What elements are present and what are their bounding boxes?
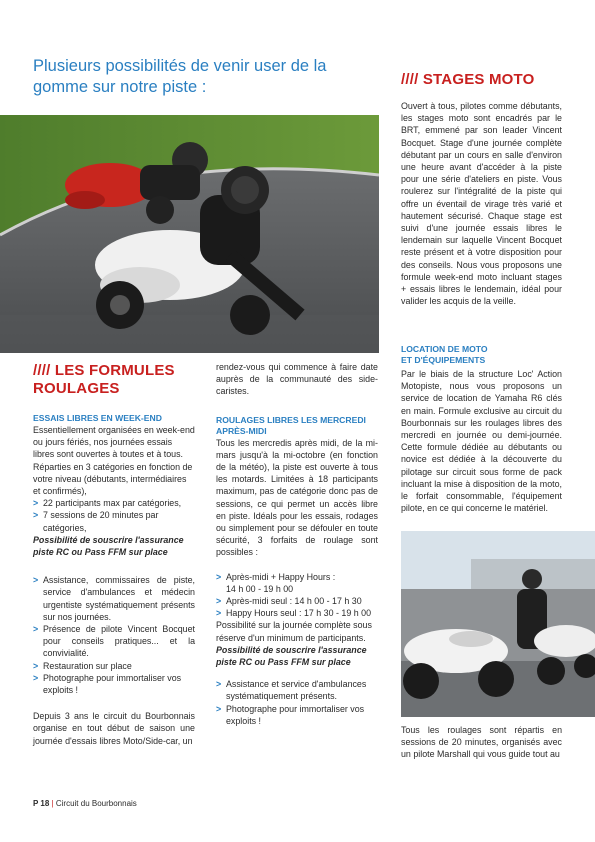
essais-list2-item: > Présence de pilote Vincent Bocquet pour conseils pratiques... et la convivialité. xyxy=(33,623,195,660)
mercredi-column xyxy=(216,361,378,727)
location-after-photo: Tous les roulages sont répartis en sessions de 20 minutes, organisés avec un pilote Marshall qui vous guide tout au xyxy=(401,725,562,760)
footer-label: Circuit du Bourbonnais xyxy=(55,799,137,808)
essais-column xyxy=(33,413,195,747)
location-title-line1: LOCATION DE MOTO xyxy=(401,344,488,354)
footer-separator: | xyxy=(51,799,54,808)
mercredi-title xyxy=(216,415,378,437)
essais-list2-item: > Restauration sur place xyxy=(33,660,195,672)
mercredi-title-line1: ROULAGES LIBRES LES MERCREDI xyxy=(216,414,366,425)
location-title-line2: ET D'ÉQUIPEMENTS xyxy=(401,355,486,365)
essais-p3: Depuis 3 ans le circuit du Bourbonnais organise en tout début de saison une journée d'essais libres Moto/Side-car, un xyxy=(33,711,195,746)
mercredi-note: Possibilité de souscrire l'assurance piste RC ou Pass FFM sur place xyxy=(216,644,367,668)
stages-body: Ouvert à tous, pilotes comme débutants, les stages moto sont encadrés par le BRT, emmené par son leader Vincent Bocquet. Stage d'une journée complète débutant par un cours en salle d'environ une heure avant d'accéder à la piste pour une série d'ateliers en piste. Vous roulerez sur l'intégralité de la piste qui offre un éventail de virage très varié et hautement sécurisé. Chaque stage est suivi d'une journée essais libres le lendemain sur laquelle Vincent Bocquet reste présent et à votre disposition pour des conseils. Nous vous proposons une formule week-end moto incluant stages + essais libres le lendemain, idéal pour valider les acquis de la veille. xyxy=(401,101,562,307)
essais-p1: Essentiellement organisées en week-end ou jours fériés, nos journées essais libres sont ouvertes à toutes et à tous. xyxy=(33,425,195,460)
mercredi-p2: Possibilité sur la journée complète sous réserve d'un minimum de participants. xyxy=(216,620,372,643)
essais-p2: Réparties en 3 catégories en fonction de votre niveau (débutants, intermédiaires et confirmés), xyxy=(33,461,193,497)
essais-list1-item: > 7 sessions de 20 minutes par catégories, xyxy=(33,509,195,533)
formules-title-line2: ROULAGES xyxy=(33,380,120,397)
mercredi-forfait: > Après-midi seul : 14 h 00 - 17 h 30 xyxy=(216,595,378,607)
track-photo-illustration xyxy=(0,115,379,353)
rental-bikes-photo xyxy=(401,531,595,717)
essais-list2-item: > Photographe pour immortaliser vos exploits ! xyxy=(33,672,195,696)
essais-p3-continued: rendez-vous qui commence à faire date auprès de la communauté des side-caristes. xyxy=(216,362,378,397)
location-title xyxy=(401,344,562,366)
mercredi-title-line2: APRÈS-MIDI xyxy=(216,425,267,436)
page-headline: Plusieurs possibilités de venir user de la gomme sur notre piste : xyxy=(33,57,327,96)
essais-list1-item: > 22 participants max par catégories, xyxy=(33,497,195,509)
essais-title: ESSAIS LIBRES EN WEEK-END xyxy=(33,413,162,423)
essais-note: Possibilité de souscrire l'assurance piste RC ou Pass FFM sur place xyxy=(33,534,184,558)
mercredi-p1: Tous les mercredis après midi, de la mi-mars jusqu'à la mi-octobre (en fonction de la météo), la piste est ouverte à tous les motards. Limitées à 18 participants maximum, pas de catégorie donc pas de sessions, ce qui permet un accès libre en piste. Idéals pour les essais, rodages ou simplement pour se défouler en toute sécurité, 3 forfaits de roulage sont possibles : xyxy=(216,437,378,558)
page-number: P 18 xyxy=(33,799,50,808)
track-photo xyxy=(0,115,379,353)
mercredi-forfait: > Happy Hours seul : 17 h 30 - 19 h 00 xyxy=(216,607,378,619)
location-body: Par le biais de la structure Loc' Action Motopiste, nous vous proposons un service de location de Yamaha R6 clés en main. Formule exclusive au circuit du Bourbonnais sur les roulages libres des mercredi en journée ou demi-journée. Cette formule dédiée au débutants ou novice est dédiée à la découverte du pilotage sur circuit sous forme de pack incluant la mise à disposition de la moto, le forfait consommable, l'équipement pilote, en ce qui concerne le matériel. xyxy=(401,369,562,514)
mercredi-forfait: > Après-midi + Happy Hours : xyxy=(216,571,378,583)
rental-bikes-illustration xyxy=(401,531,595,717)
mercredi-list-item: > Photographe pour immortaliser vos exploits ! xyxy=(216,703,378,727)
formules-title-line1: //// LES FORMULES xyxy=(33,362,175,379)
formules-title xyxy=(33,362,203,398)
mercredi-forfait-hours: 14 h 00 - 19 h 00 xyxy=(226,583,294,594)
mercredi-list-item: > Assistance et service d'ambulances systématiquement présents. xyxy=(216,678,378,702)
essais-list2-item: > Assistance, commissaires de piste, service d'ambulances et médecin urgentiste systématiquement présents sur nos journées. xyxy=(33,574,195,623)
page-footer xyxy=(33,799,137,808)
stages-title: //// STAGES MOTO xyxy=(401,71,535,88)
